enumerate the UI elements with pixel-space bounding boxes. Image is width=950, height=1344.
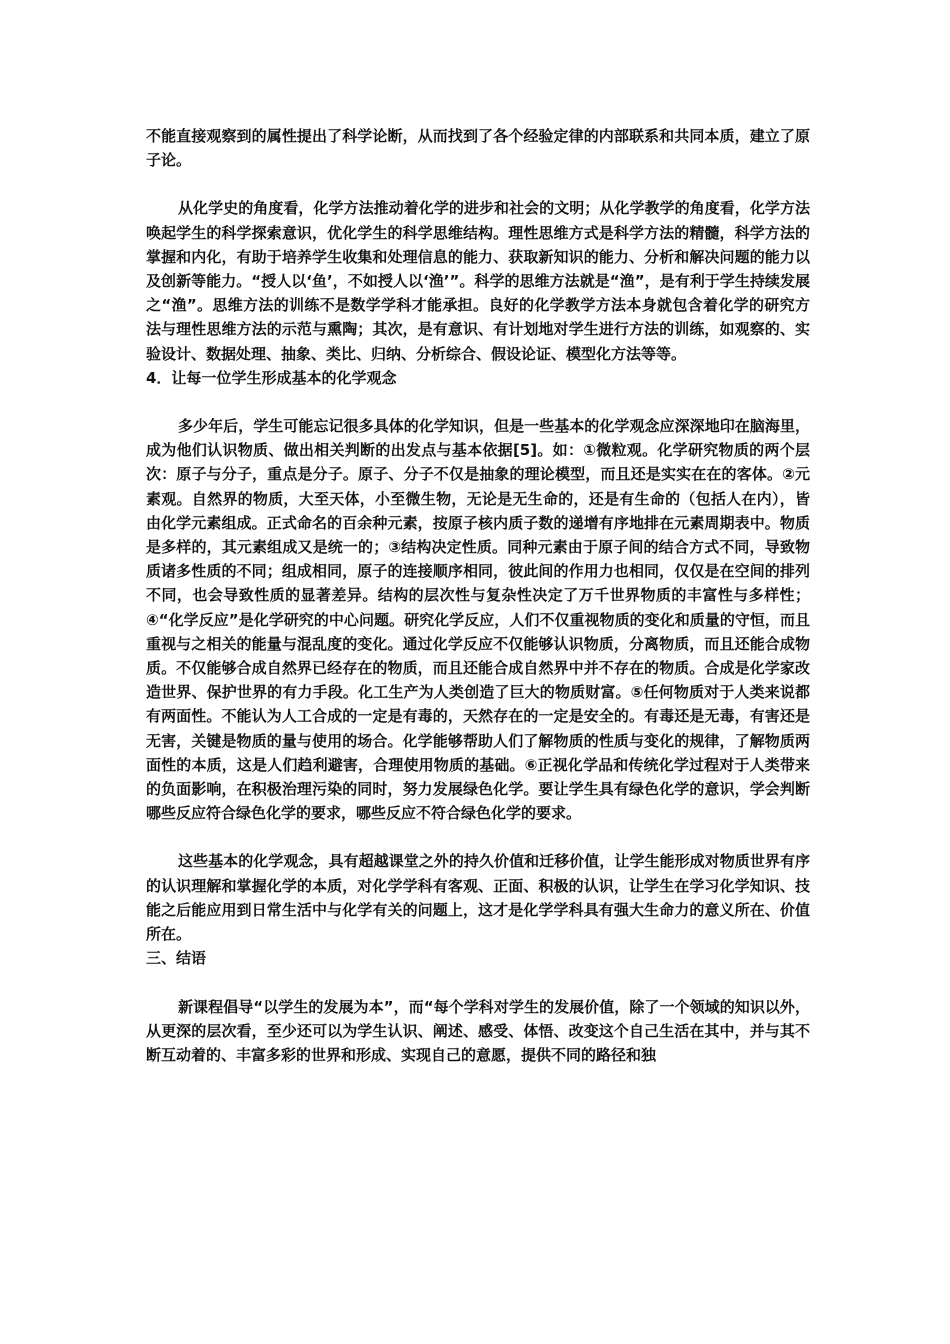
document-page: [146, 124, 810, 1067]
paragraph-concept-value: 这些基本的化学观念，具有超越课堂之外的持久价值和迁移价值，让学生能形成对物质世界有序的认识理解和掌握化学的本质，对化学学科有客观、正面、积极的认识，让学生在学习化学知识、技能之后能应用到日常生活中与化学有关的问题上，这才是化学学科具有强大生命力的意义所在、价值所在。: [146, 852, 810, 944]
section-heading-chemical-concepts: 4．让每一位学生形成基本的化学观念: [146, 368, 397, 387]
paragraph-new-curriculum: 新课程倡导“以学生的发展为本”，而“每个学科对学生的发展价值，除了一个领域的知识以外，从更深的层次看，至少还可以为学生认识、阐述、感受、体悟、改变这个自己生活在其中，并与其不断互动着的、丰富多彩的世界和形成、实现自己的意愿，提供不同的路径和独: [146, 997, 810, 1064]
paragraph-atomic-theory: 不能直接观察到的属性提出了科学论断，从而找到了各个经验定律的内部联系和共同本质，建立了原子论。: [146, 127, 810, 170]
section-heading-conclusion: 三、结语: [146, 949, 207, 968]
paragraph-basic-concepts: 多少年后，学生可能忘记很多具体的化学知识，但是一些基本的化学观念应深深地印在脑海里，成为他们认识物质、做出相关判断的出发点与基本依据[5]。如：①微粒观。化学研究物质的两个层次：原子与分子，重点是分子。原子、分子不仅是抽象的理论模型，而且还是实实在在的客体。②元素观。自然界的物质，大至天体，小至微生物，无论是无生命的，还是有生命的（包括人在内），皆由化学元素组成。正式命名的百余种元素，按原子核内质子数的递增有序地排在元素周期表中。物质是多样的，其元素组成又是统一的；③结构决定性质。同种元素由于原子间的结合方式不同，导致物质诸多性质的不同；组成相同，原子的连接顺序相同，彼此间的作用力也相同，仅仅是在空间的排列不同，也会导致性质的显著差异。结构的层次性与复杂性决定了万千世界物质的丰富性与多样性；④“化学反应”是化学研究的中心问题。研究化学反应，人们不仅重视物质的变化和质量的守恒，而且重视与之相关的能量与混乱度的变化。通过化学反应不仅能够认识物质，分离物质，而且还能合成物质。不仅能够合成自然界已经存在的物质，而且还能合成自然界中并不存在的物质。合成是化学家改造世界、保护世界的有力手段。化工生产为人类创造了巨大的物质财富。⑤任何物质对于人类来说都有两面性。不能认为人工合成的一定是有毒的，天然存在的一定是安全的。有毒还是无毒，有害还是无害，关键是物质的量与使用的场合。化学能够帮助人们了解物质的性质与变化的规律，了解物质两面性的本质，这是人们趋利避害，合理使用物质的基础。⑥正视化学品和传统化学过程对于人类带来的负面影响，在积极治理污染的同时，努力发展绿色化学。要让学生具有绿色化学的意识，学会判断哪些反应符合绿色化学的要求，哪些反应不符合绿色化学的要求。: [146, 417, 810, 823]
paragraph-chemical-methods: 从化学史的角度看，化学方法推动着化学的进步和社会的文明；从化学教学的角度看，化学方法唤起学生的科学探索意识，优化学生的科学思维结构。理性思维方式是科学方法的精髓，科学方法的掌握和内化，有助于培养学生收集和处理信息的能力、获取新知识的能力、分析和解决问题的能力以及创新等能力。“授人以‘鱼’，不如授人以‘渔’”。科学的思维方法就是“渔”，是有利于学生持续发展之“渔”。思维方法的训练不是数学学科才能承担。良好的化学教学方法本身就包含着化学的研究方法与理性思维方法的示范与熏陶；其次，是有意识、有计划地对学生进行方法的训练，如观察的、实验设计、数据处理、抽象、类比、归纳、分析综合、假设论证、模型化方法等等。: [146, 199, 810, 363]
